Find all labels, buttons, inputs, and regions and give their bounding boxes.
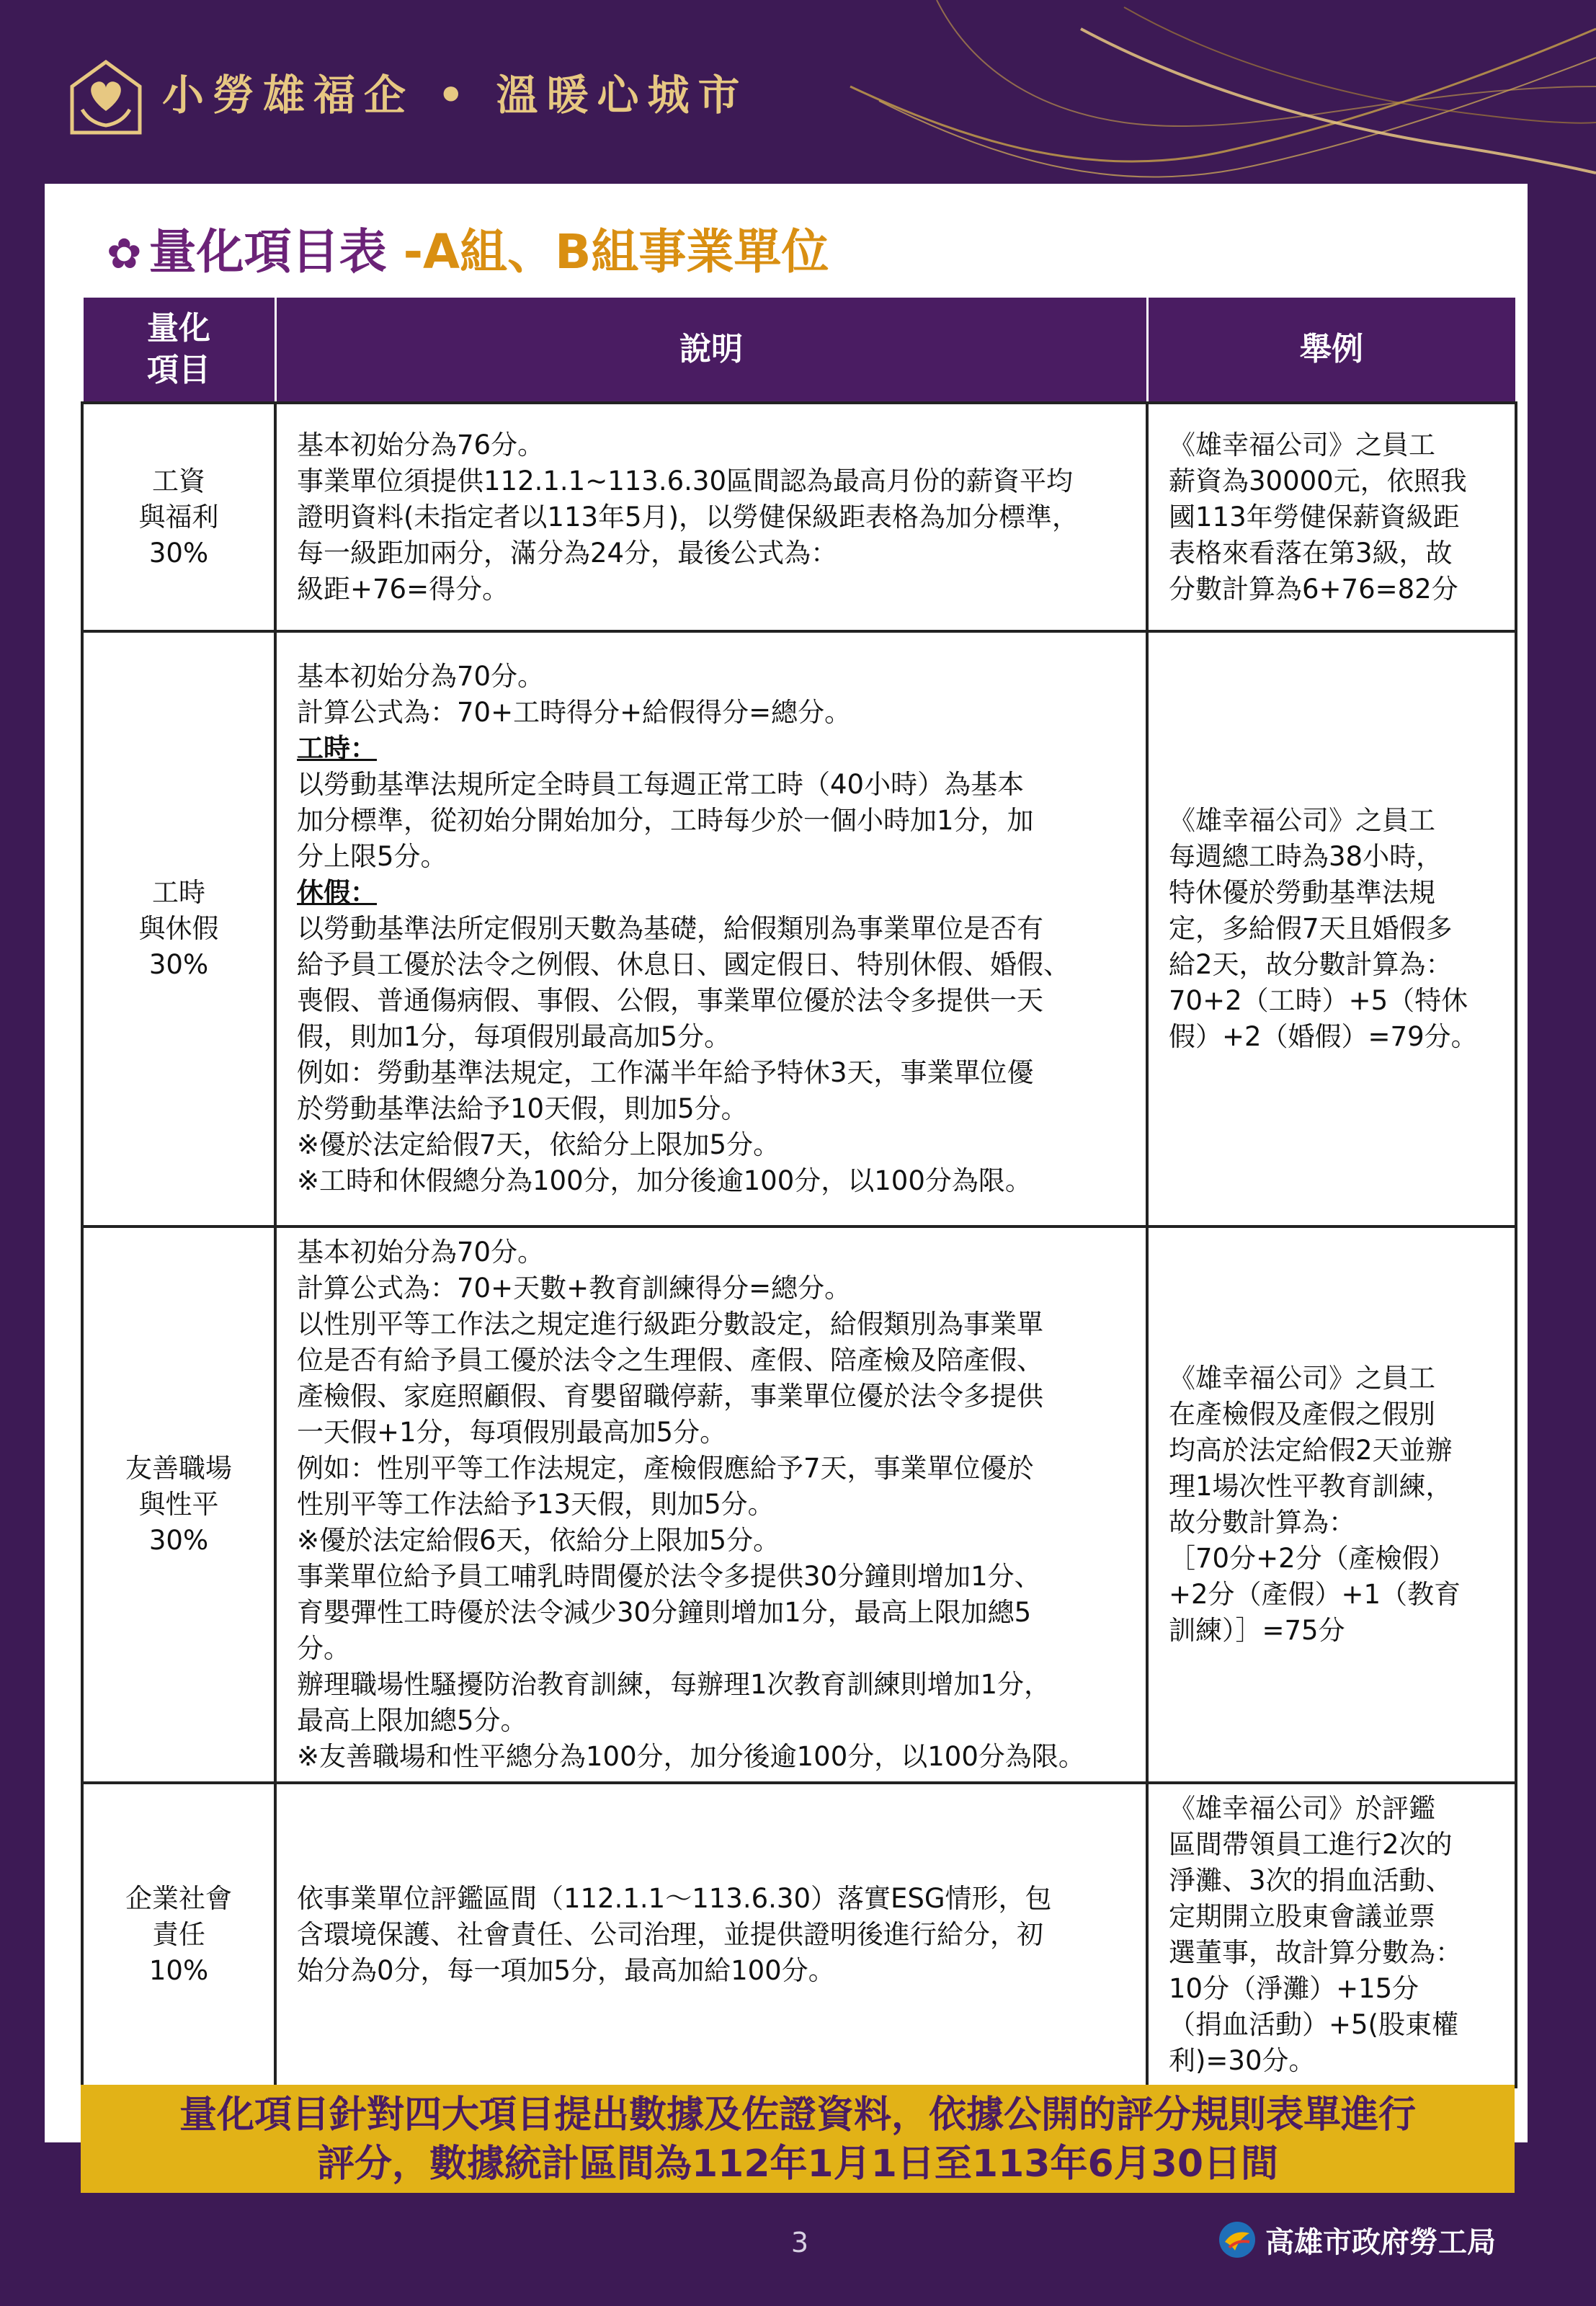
cell-text-line: 給2天，故分數計算為： [1169,949,1453,980]
cell-text-line: +2分（產假）+1（教育 [1169,1579,1461,1610]
cell-text-line: 責任 [152,1919,205,1950]
cell-text-line: 休假： [297,877,377,908]
department-credit [1218,2218,1496,2261]
page-number: 3 [790,2227,809,2258]
cell-text-line: 理1場次性平教育訓練， [1169,1471,1453,1502]
cell-text-line: 薪資為30000元，依照我 [1169,465,1467,497]
cell-text-line: 工資 [152,465,205,497]
cell-text-line: 給予員工優於法令之例假、休息日、國定假日、特別休假、婚假、 [297,949,1070,980]
page-title-prefix: 量化項目表 [148,224,404,280]
cell-text-line: 性別平等工作法給予13天假，則加5分。 [297,1489,775,1520]
cell-text-line: 10分（淨灘）+15分 [1169,1973,1419,2004]
cell-text-line: ※優於法定給假7天，依給分上限加5分。 [297,1129,780,1160]
header-description: 說明 [275,297,1147,404]
cell-text-line: 最高上限加總5分。 [297,1705,527,1736]
cell-text-line: ［70分+2分（產檢假） [1169,1543,1455,1574]
cell-text-line: 假，則加1分，每項假別最高加5分。 [297,1021,731,1052]
cell-text-line: 證明資料(未指定者以113年5月)，以勞健保級距表格為加分標準， [297,501,1079,533]
table-header-row [82,297,1516,404]
cell-text-line: 均高於法定給假2天並辦 [1169,1435,1453,1466]
row-description-cell [275,403,1147,631]
cell-text-line: 定，多給假7天且婚假多 [1169,913,1453,944]
row-item-cell [82,1227,275,1783]
cell-text-line: 友善職場 [125,1453,232,1484]
cell-text-line: 特休優於勞動基準法規 [1169,877,1435,908]
cell-text-line: 基本初始分為76分。 [297,429,545,460]
cell-text-line: 《雄幸福公司》之員工 [1169,1363,1435,1394]
table-row [82,1783,1516,2087]
cell-text-line: 分數計算為6+76=82分 [1169,573,1458,605]
cell-text-line: ※友善職場和性平總分為100分，加分後逾100分，以100分為限。 [297,1741,1085,1772]
header-example: 舉例 [1147,297,1516,404]
cell-text-line: 企業社會 [125,1883,232,1914]
cell-text-line: 加分標準，從初始分開始加分，工時每少於一個小時加1分，加 [297,805,1034,836]
cell-text-line: 分。 [297,1633,350,1664]
cell-text-line: 例如：性別平等工作法規定，產檢假應給予7天，事業單位優於 [297,1453,1034,1484]
cell-text-line: 《雄幸福公司》之員工 [1169,805,1435,836]
row-description-cell [275,1227,1147,1783]
row-item-cell [82,1783,275,2087]
cell-text-line: 以性別平等工作法之規定進行級距分數設定，給假類別為事業單 [297,1309,1043,1340]
cell-text-line: 假）+2（婚假）=79分。 [1169,1021,1478,1052]
cell-text-line: 選董事，故計算分數為： [1169,1937,1462,1968]
cell-text-line: 基本初始分為70分。 [297,1237,545,1268]
header-item-line: 量化 項目 [147,310,210,388]
labor-bureau-logo-icon [1218,2220,1257,2259]
cell-text-line: 《雄幸福公司》之員工 [1169,429,1435,460]
cell-text-line: 辦理職場性騷擾防治教育訓練，每辦理1次教育訓練則增加1分， [297,1669,1051,1700]
cell-text-line: 淨灘、3次的捐血活動、 [1169,1865,1453,1896]
cell-text-line: 利)=30分。 [1169,2045,1316,2076]
row-example-cell [1147,631,1516,1227]
summary-banner [81,2085,1515,2193]
page-title-suffix: -A組、B組事業單位 [403,224,829,280]
cell-text-line: 計算公式為：70+天數+教育訓練得分=總分。 [297,1273,852,1304]
cell-text-line: 表格來看落在第3級，故 [1169,537,1453,569]
row-description-cell [275,631,1147,1227]
cell-text-line: 於勞動基準法給予10天假，則加5分。 [297,1093,748,1124]
cell-text-line: 工時： [297,733,377,764]
row-example-cell [1147,1783,1516,2087]
cell-text-line: 每一級距加兩分，滿分為24分，最後公式為： [297,537,838,569]
table-row [82,631,1516,1227]
table-row [82,1227,1516,1783]
header-item [82,297,275,404]
cell-text-line: 事業單位須提供112.1.1~113.6.30區間認為最高月份的薪資平均 [297,465,1073,497]
cell-text-line: 依事業單位評鑑區間（112.1.1～113.6.30）落實ESG情形，包 [297,1883,1052,1914]
heart-house-logo-icon [66,58,146,137]
quantification-table [81,295,1517,2088]
cell-text-line: 故分數計算為： [1169,1507,1355,1538]
table-row [82,403,1516,631]
cell-text-line: 國113年勞健保薪資級距 [1169,501,1460,533]
cell-text-line: 定期開立股東會議並票 [1169,1901,1435,1932]
row-description-cell [275,1783,1147,2087]
cell-text-line: 育嬰彈性工時優於法令減少30分鐘則增加1分，最高上限加總5 [297,1597,1032,1628]
cell-text-line: 計算公式為：70+工時得分+給假得分=總分。 [297,697,852,728]
cell-text-line: ※工時和休假總分為100分，加分後逾100分，以100分為限。 [297,1165,1032,1196]
cell-text-line: 喪假、普通傷病假、事假、公假，事業單位優於法令多提供一天 [297,985,1043,1016]
cell-text-line: 訓練）］=75分 [1169,1615,1345,1646]
cell-text-line: 30% [148,537,209,569]
cell-text-line: ※優於法定給假6天，依給分上限加5分。 [297,1525,780,1556]
summary-banner-line: 評分，數據統計區間為112年1月1日至113年6月30日間 [317,2142,1278,2186]
cell-text-line: 事業單位給予員工哺乳時間優於法令多提供30分鐘則增加1分、 [297,1561,1041,1592]
cell-text-line: 工時 [152,877,205,908]
cell-text-line: 30% [148,949,209,980]
cell-text-line: 產檢假、家庭照顧假、育嬰留職停薪，事業單位優於法令多提供 [297,1381,1043,1412]
cell-text-line: 與福利 [138,501,219,533]
cell-text-line: 在產檢假及產假之假別 [1169,1399,1435,1430]
page-title [107,216,829,288]
flower-icon: ✿ [107,229,142,278]
cell-text-line: 一天假+1分，每項假別最高加5分。 [297,1417,727,1448]
cell-text-line: 含環境保護、社會責任、公司治理，並提供證明後進行給分，初 [297,1919,1043,1950]
cell-text-line: 位是否有給予員工優於法令之生理假、產假、陪產檢及陪產假、 [297,1345,1043,1376]
cell-text-line: 區間帶領員工進行2次的 [1169,1829,1453,1860]
summary-banner-line: 量化項目針對四大項目提出數據及佐證資料，依據公開的評分規則表單進行 [179,2093,1416,2137]
row-item-cell [82,631,275,1227]
cell-text-line: 級距+76=得分。 [297,573,509,605]
cell-text-line: 70+2（工時）+5（特休 [1169,985,1468,1016]
cell-text-line: 與休假 [138,913,219,944]
cell-text-line: 例如：勞動基準法規定，工作滿半年給予特休3天，事業單位優 [297,1057,1034,1088]
cell-text-line: 以勞動基準法所定假別天數為基礎，給假類別為事業單位是否有 [297,913,1043,944]
row-item-cell [82,403,275,631]
cell-text-line: 與性平 [138,1489,219,1520]
header-slogan: 小勞雄福企 • 溫暖心城市 [162,71,749,120]
cell-text-line: 以勞動基準法規所定全時員工每週正常工時（40小時）為基本 [297,769,1025,800]
row-example-cell [1147,1227,1516,1783]
cell-text-line: 《雄幸福公司》於評鑑 [1169,1793,1435,1824]
cell-text-line: （捐血活動）+5(股東權 [1169,2009,1458,2040]
department-name: 高雄市政府勞工局 [1265,2225,1496,2259]
cell-text-line: 每週總工時為38小時， [1169,841,1443,872]
cell-text-line: 基本初始分為70分。 [297,661,545,692]
row-example-cell [1147,403,1516,631]
cell-text-line: 30% [148,1525,209,1556]
cell-text-line: 始分為0分，每一項加5分，最高加給100分。 [297,1955,835,1986]
cell-text-line: 10% [148,1955,209,1986]
cell-text-line: 分上限5分。 [297,841,447,872]
